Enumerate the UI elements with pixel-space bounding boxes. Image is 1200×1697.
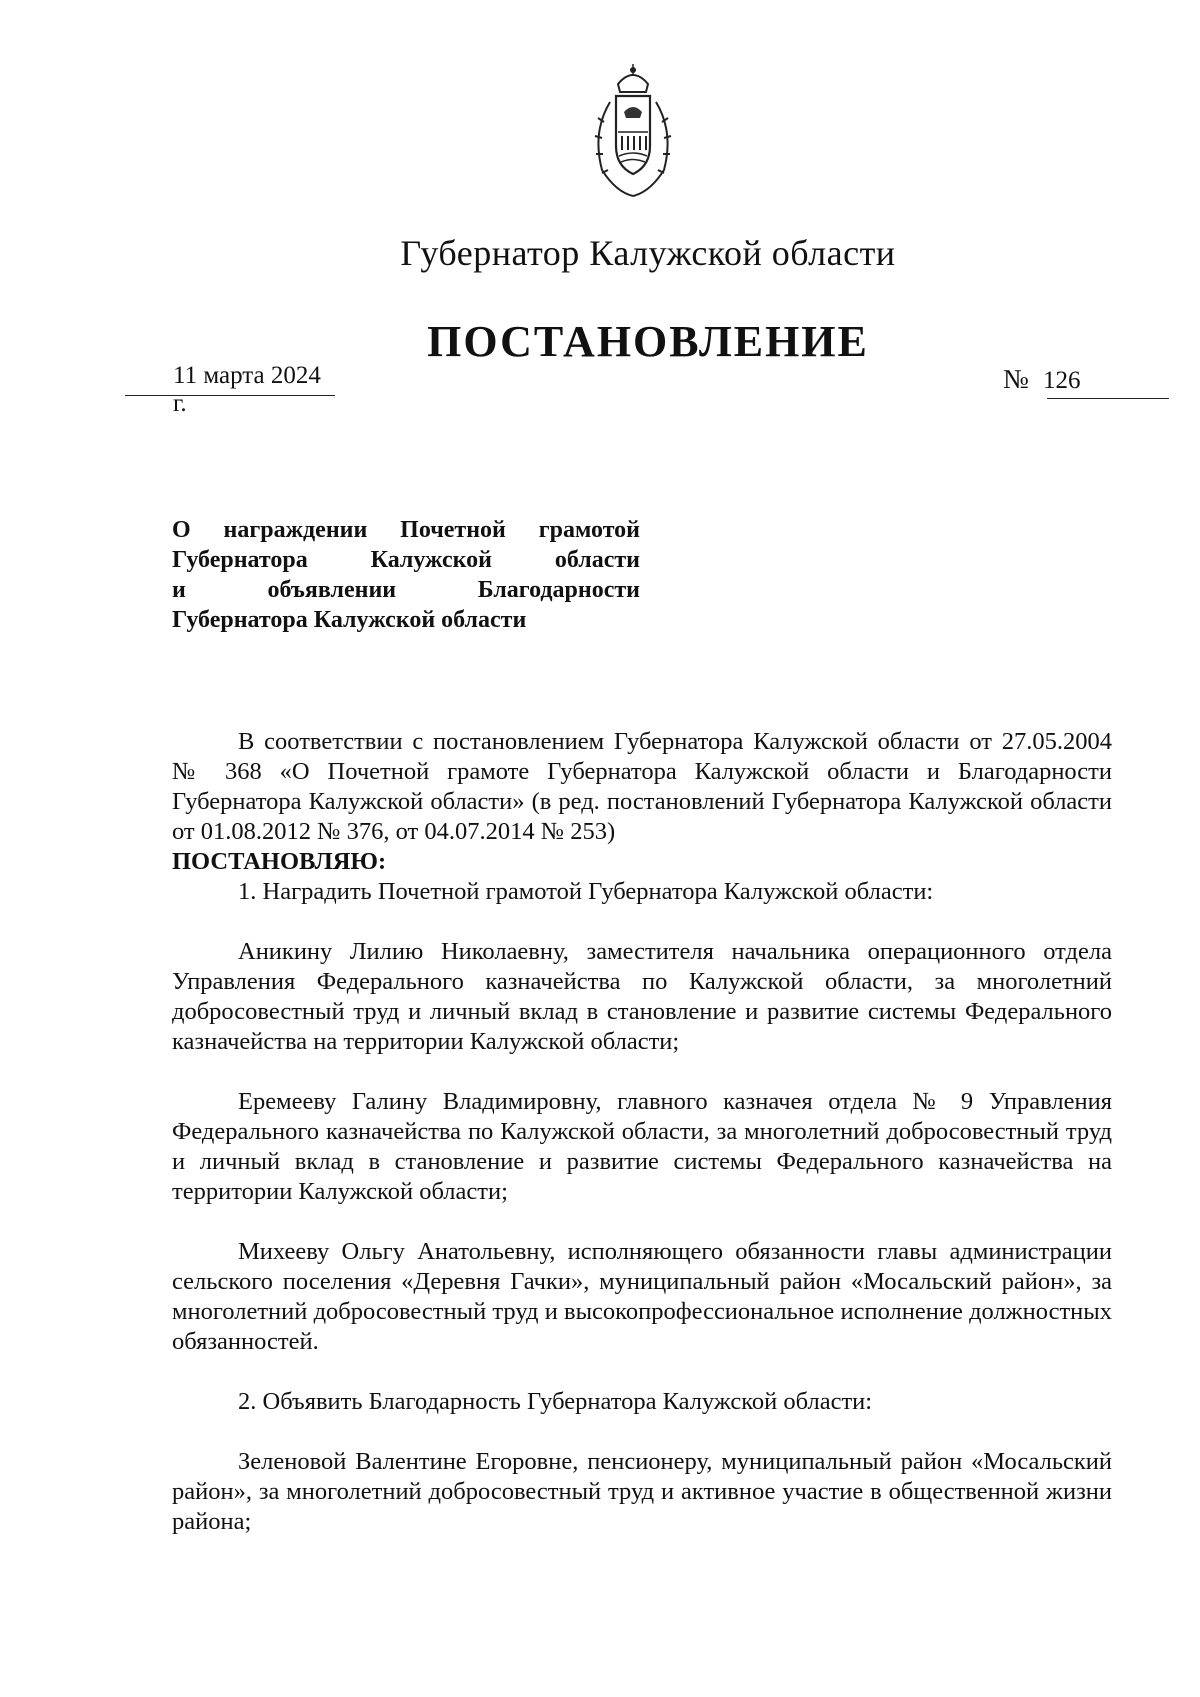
subject-line: О награждении Почетной грамотой (172, 517, 640, 543)
number-sign: № (1003, 364, 1029, 394)
document-type-title: ПОСТАНОВЛЕНИЕ (427, 317, 869, 366)
date-underline (125, 395, 335, 396)
document-body (172, 727, 1112, 1537)
document-date (125, 362, 335, 418)
resolve-heading: ПОСТАНОВЛЯЮ: (172, 848, 387, 875)
document-subject (172, 515, 640, 635)
item-1-heading: 1. Наградить Почетной грамотой Губернатора Калужской области: (238, 878, 934, 905)
preamble-paragraph: В соответствии с постановлением Губернатора Калужской области от 27.05.2004 № 368 «О Почетной грамоте Губернатора Калужской области и Благодарности Губернатора Калужской области» (в ред. постановлений Губернатора Калужской области от 01.08.2012 № 376, от 04.07.2014 № 253) (172, 728, 1112, 845)
award-paragraph: Аникину Лилию Николаевну, заместителя начальника операционного отдела Управления Федерального казначейства по Калужской области, за многолетний добросовестный труд и личный вклад в становление и развитие системы Федерального казначейства на территории Калужской области; (172, 938, 1112, 1055)
number-underline (1047, 398, 1169, 399)
subject-line: Губернатора Калужской области (172, 547, 640, 573)
date-value: 11 марта 2024 г. (173, 362, 321, 417)
issuing-authority: Губернатор Калужской области (400, 233, 896, 273)
thanks-paragraph: Зеленовой Валентине Егоровне, пенсионеру, муниципальный район «Мосальский район», за многолетний добросовестный труд и активное участие в общественной жизни района; (172, 1448, 1112, 1535)
subject-line: и объявлении Благодарности (172, 577, 640, 603)
award-paragraph: Еремееву Галину Владимировну, главного казначея отдела № 9 Управления Федерального казначейства по Калужской области, за многолетний добросовестный труд и личный вклад в становление и развитие системы Федерального казначейства на территории Калужской области; (172, 1088, 1112, 1205)
subject-line: Губернатора Калужской области (172, 607, 527, 633)
coat-of-arms-emblem (588, 62, 678, 202)
document-number (1003, 364, 1169, 395)
award-paragraph: Михееву Ольгу Анатольевну, исполняющего обязанности главы администрации сельского поселения «Деревня Гачки», муниципальный район «Мосальский район», за многолетний добросовестный труд и высокопрофессиональное исполнение должностных обязанностей. (172, 1238, 1112, 1355)
item-2-heading: 2. Объявить Благодарность Губернатора Калужской области: (238, 1388, 873, 1415)
number-value: 126 (1043, 367, 1081, 394)
